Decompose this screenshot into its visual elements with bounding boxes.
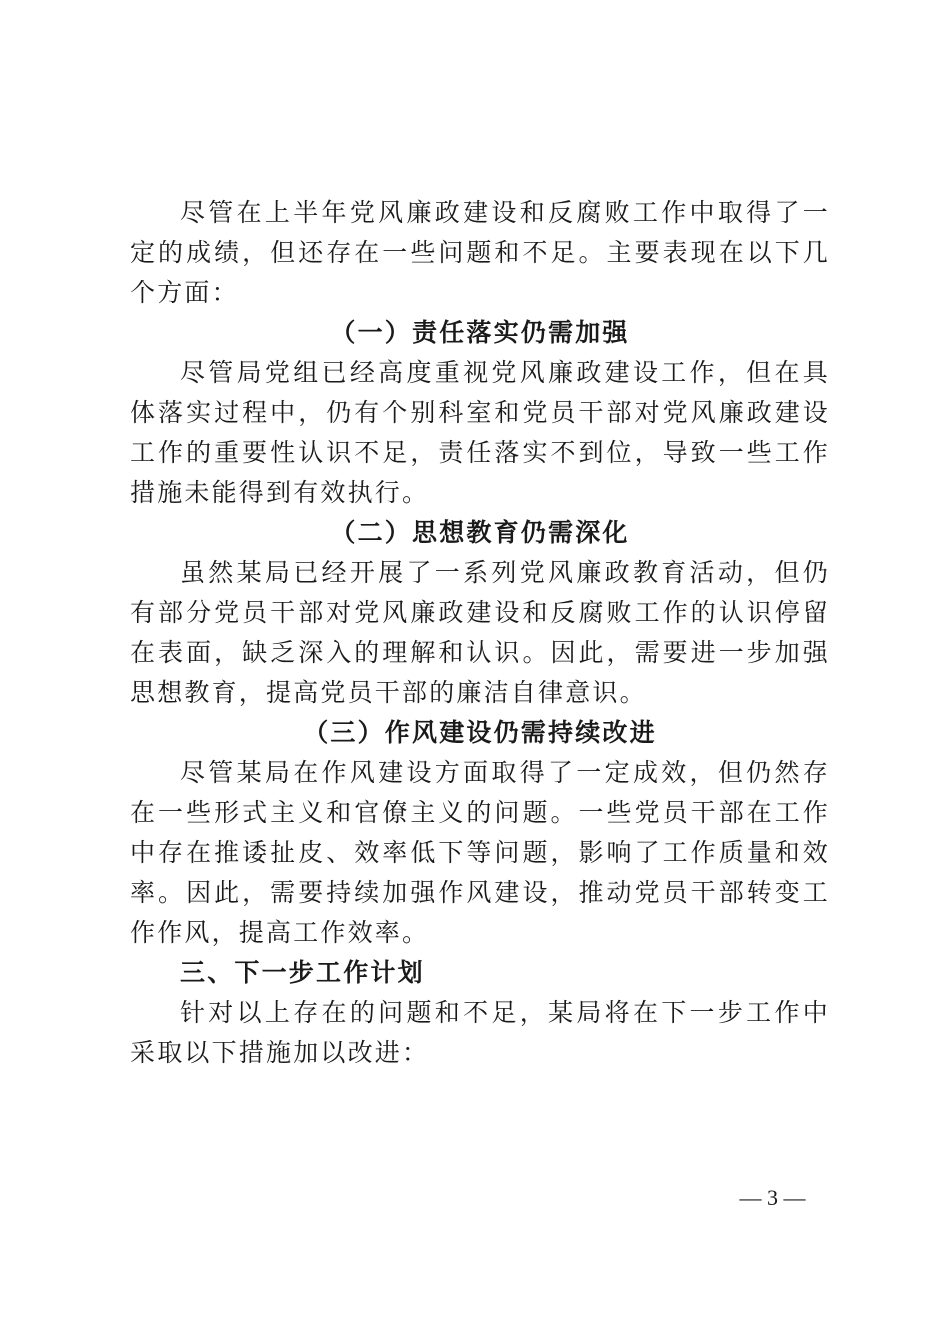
document-body: [130, 193, 830, 1073]
body-paragraph: 虽然某局已经开展了一系列党风廉政教育活动，但仍有部分党员干部对党风廉政建设和反腐败工作的认识停留在表面，缺乏深入的理解和认识。因此，需要进一步加强思想教育，提高党员干部的廉洁自律意识。: [130, 558, 830, 707]
page-number: — 3 —: [739, 1185, 806, 1210]
subsection-heading: （三）作风建设仍需持续改进: [303, 718, 657, 747]
subsection-heading: （一）责任落实仍需加强: [330, 318, 630, 347]
body-paragraph: 针对以上存在的问题和不足，某局将在下一步工作中采取以下措施加以改进：: [130, 998, 830, 1067]
body-paragraph: 尽管在上半年党风廉政建设和反腐败工作中取得了一定的成绩，但还存在一些问题和不足。主要表现在以下几个方面：: [130, 198, 830, 307]
body-paragraph: 尽管某局在作风建设方面取得了一定成效，但仍然存在一些形式主义和官僚主义的问题。一些党员干部在工作中存在推诿扯皮、效率低下等问题，影响了工作质量和效率。因此，需要持续加强作风建设，推动党员干部转变工作作风，提高工作效率。: [130, 758, 830, 947]
subsection-heading: （二）思想教育仍需深化: [330, 518, 630, 547]
body-paragraph: 尽管局党组已经高度重视党风廉政建设工作，但在具体落实过程中，仍有个别科室和党员干部对党风廉政建设工作的重要性认识不足，责任落实不到位，导致一些工作措施未能得到有效执行。: [130, 358, 830, 507]
section-heading: 三、下一步工作计划: [180, 958, 425, 987]
